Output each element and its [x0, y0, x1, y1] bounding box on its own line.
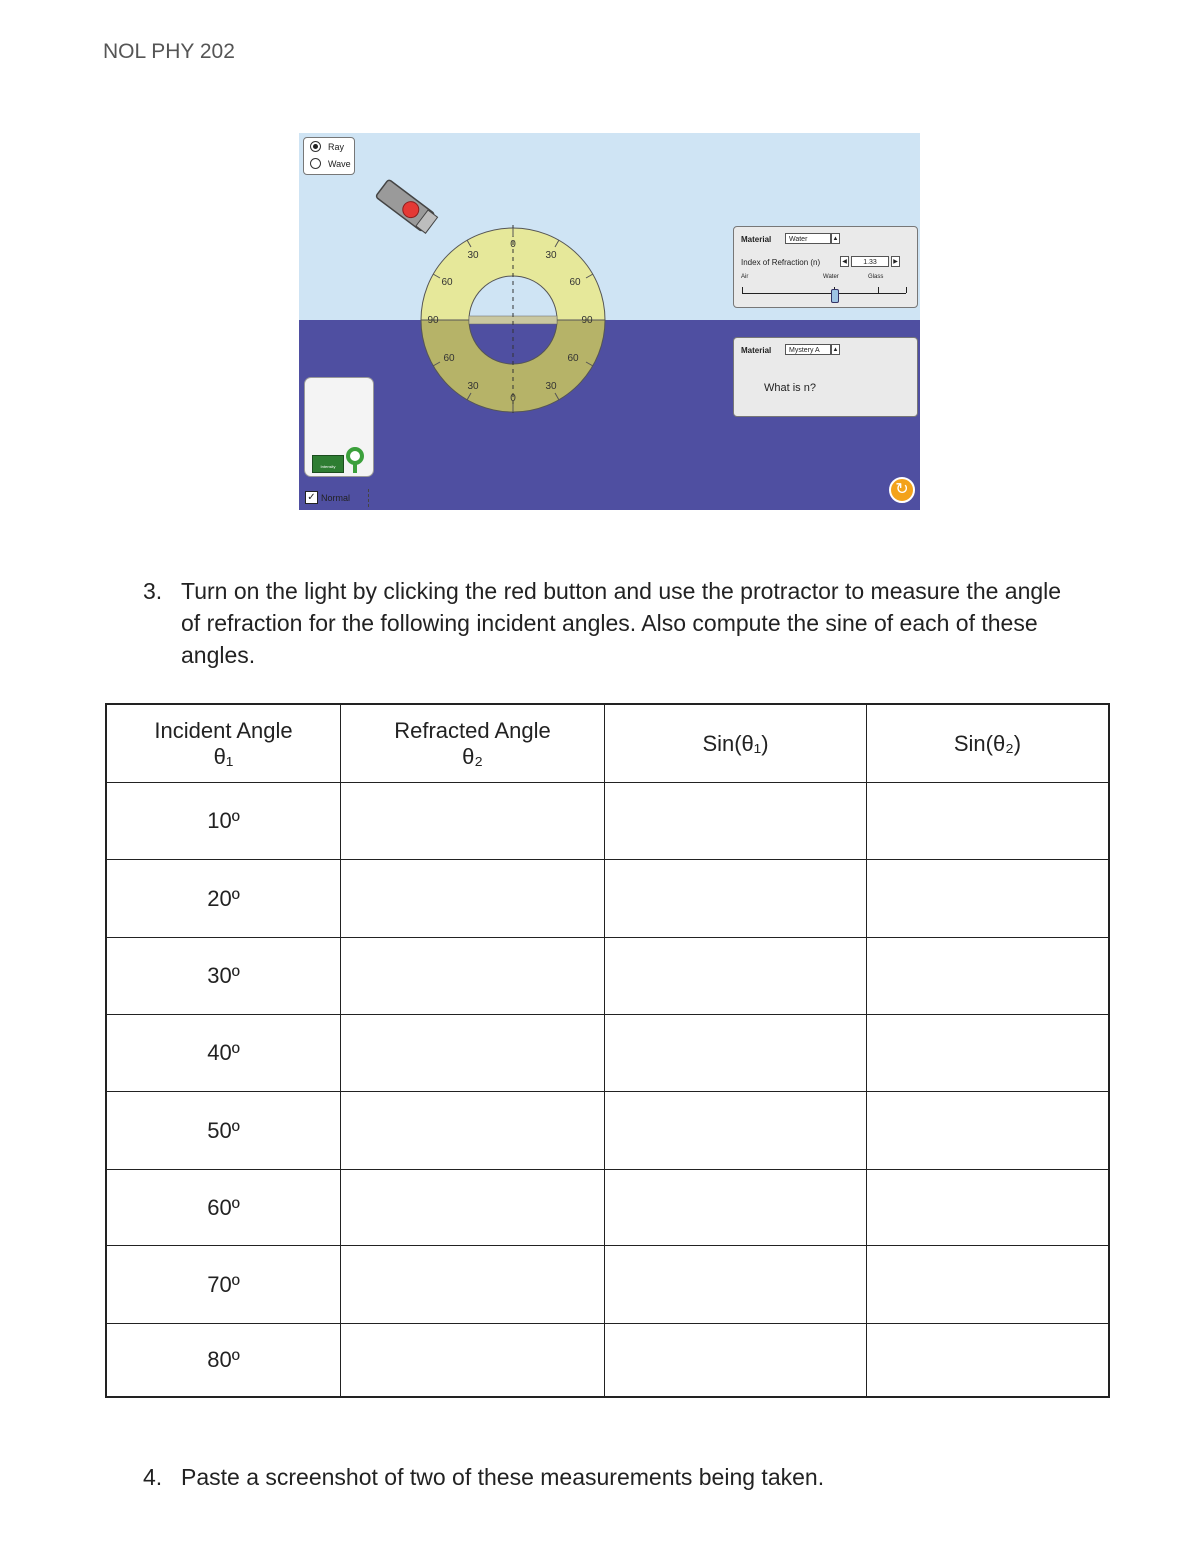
slider-tick: [906, 287, 907, 293]
protractor-label: 90: [427, 315, 439, 326]
incident-angle-cell: 20º: [107, 860, 341, 938]
protractor-label: 30: [545, 381, 557, 392]
sin-theta1-cell[interactable]: [605, 860, 867, 938]
top-material-select[interactable]: Water: [785, 233, 831, 244]
question-4: [143, 1461, 1133, 1495]
sin-theta2-cell[interactable]: [867, 1092, 1108, 1170]
refracted-angle-cell[interactable]: [341, 783, 605, 860]
top-material-label: Material: [741, 235, 772, 244]
question-3-line: of refraction for the following incident angles. Also compute the sine of each of these: [181, 610, 1038, 636]
question-3-line: Turn on the light by clicking the red button and use the protractor to measure the angle: [181, 578, 1062, 604]
sin-theta1-cell[interactable]: [605, 783, 867, 860]
protractor-label: 60: [443, 353, 455, 364]
normal-line-icon: [368, 489, 369, 507]
incident-angle-cell: 40º: [107, 1015, 341, 1092]
slider-tick: [878, 287, 879, 293]
sin-theta2-cell[interactable]: [867, 860, 1108, 938]
protractor-label: 0: [510, 393, 516, 404]
probe-stem: [353, 463, 357, 473]
normal-label: Normal: [321, 492, 351, 503]
refracted-angle-cell[interactable]: [341, 938, 605, 1015]
question-3-text: [181, 575, 1061, 671]
incident-angle-cell: 60º: [107, 1170, 341, 1246]
header-sin-theta2: [867, 705, 1108, 783]
sin-theta2-cell[interactable]: [867, 1015, 1108, 1092]
sin-theta2-cell[interactable]: [867, 1170, 1108, 1246]
sin-theta1-cell[interactable]: [605, 1170, 867, 1246]
bottom-material-label: Material: [741, 346, 772, 355]
protractor-label: 0: [510, 239, 516, 250]
sin-theta2-cell[interactable]: [867, 1324, 1108, 1396]
sin-theta1-cell[interactable]: [605, 1015, 867, 1092]
protractor-label: 30: [467, 381, 479, 392]
decrease-arrow-icon[interactable]: ◀: [840, 256, 849, 267]
slider-label-water: Water: [823, 274, 839, 280]
mystery-question: What is n?: [764, 382, 816, 394]
refracted-angle-cell[interactable]: [341, 1170, 605, 1246]
header-text: Incident Angle: [154, 717, 293, 743]
sim-drawing: [299, 133, 920, 510]
mode-ray-label: Ray: [328, 141, 345, 152]
sin-theta1-cell[interactable]: [605, 938, 867, 1015]
index-value-field[interactable]: 1.33: [851, 256, 889, 267]
index-slider-thumb[interactable]: [831, 289, 839, 303]
refracted-angle-cell[interactable]: [341, 1246, 605, 1324]
question-3-number: 3.: [143, 578, 163, 604]
reset-icon[interactable]: ↻: [889, 477, 915, 503]
top-material-panel: [733, 226, 918, 308]
normal-checkbox[interactable]: ✓: [305, 491, 318, 504]
refracted-angle-cell[interactable]: [341, 1092, 605, 1170]
measurement-table: [105, 703, 1110, 1398]
page-header: NOL PHY 202: [103, 40, 235, 63]
normal-toggle[interactable]: [305, 491, 350, 504]
slider-tick: [742, 287, 743, 293]
laser-icon[interactable]: [375, 179, 438, 234]
header-symbol: θ₁: [213, 743, 234, 769]
header-text: Sin(θ₁): [702, 730, 769, 756]
question-4-number: 4.: [143, 1464, 163, 1490]
question-3: [143, 575, 1133, 675]
slider-label-glass: Glass: [868, 274, 884, 280]
bottom-material-dropdown-icon[interactable]: ▲: [831, 344, 840, 355]
bottom-material-select[interactable]: Mystery A: [785, 344, 831, 355]
sin-theta1-cell[interactable]: [605, 1324, 867, 1396]
sin-theta2-cell[interactable]: [867, 938, 1108, 1015]
incident-angle-cell: 80º: [107, 1324, 341, 1396]
sin-theta2-cell[interactable]: [867, 783, 1108, 860]
intensity-meter-icon[interactable]: [312, 455, 344, 473]
increase-arrow-icon[interactable]: ▶: [891, 256, 900, 267]
index-label: Index of Refraction (n): [741, 258, 821, 267]
protractor-icon[interactable]: [421, 225, 605, 415]
index-slider-track[interactable]: [742, 293, 906, 294]
refracted-angle-cell[interactable]: [341, 1015, 605, 1092]
mode-wave-label: Wave: [328, 158, 351, 169]
header-sin-theta1: [605, 705, 867, 783]
refracted-angle-cell[interactable]: [341, 1324, 605, 1396]
protractor-label: 60: [569, 277, 581, 288]
incident-angle-cell: 50º: [107, 1092, 341, 1170]
intensity-label: Intensity: [320, 464, 336, 469]
question-4-text: Paste a screenshot of two of these measurements being taken.: [181, 1464, 825, 1490]
header-text: Sin(θ₂): [953, 730, 1022, 756]
incident-angle-cell: 30º: [107, 938, 341, 1015]
refracted-angle-cell[interactable]: [341, 860, 605, 938]
slider-label-air: Air: [741, 274, 749, 280]
incident-angle-cell: 70º: [107, 1246, 341, 1324]
incident-angle-cell: 10º: [107, 783, 341, 860]
simulation-screenshot: [299, 133, 920, 510]
bottom-material-panel: [733, 337, 918, 417]
header-text: Refracted Angle: [394, 717, 551, 743]
protractor-label: 30: [545, 250, 557, 261]
protractor-label: 60: [441, 277, 453, 288]
header-refracted-angle: [341, 705, 605, 783]
top-material-dropdown-icon[interactable]: ▲: [831, 233, 840, 244]
header-incident-angle: [107, 705, 341, 783]
sin-theta1-cell[interactable]: [605, 1092, 867, 1170]
sin-theta2-cell[interactable]: [867, 1246, 1108, 1324]
protractor-label: 60: [567, 353, 579, 364]
sin-theta1-cell[interactable]: [605, 1246, 867, 1324]
header-symbol: θ₂: [462, 743, 483, 769]
question-3-line: angles.: [181, 642, 256, 668]
protractor-label: 90: [581, 315, 593, 326]
protractor-label: 30: [467, 250, 479, 261]
